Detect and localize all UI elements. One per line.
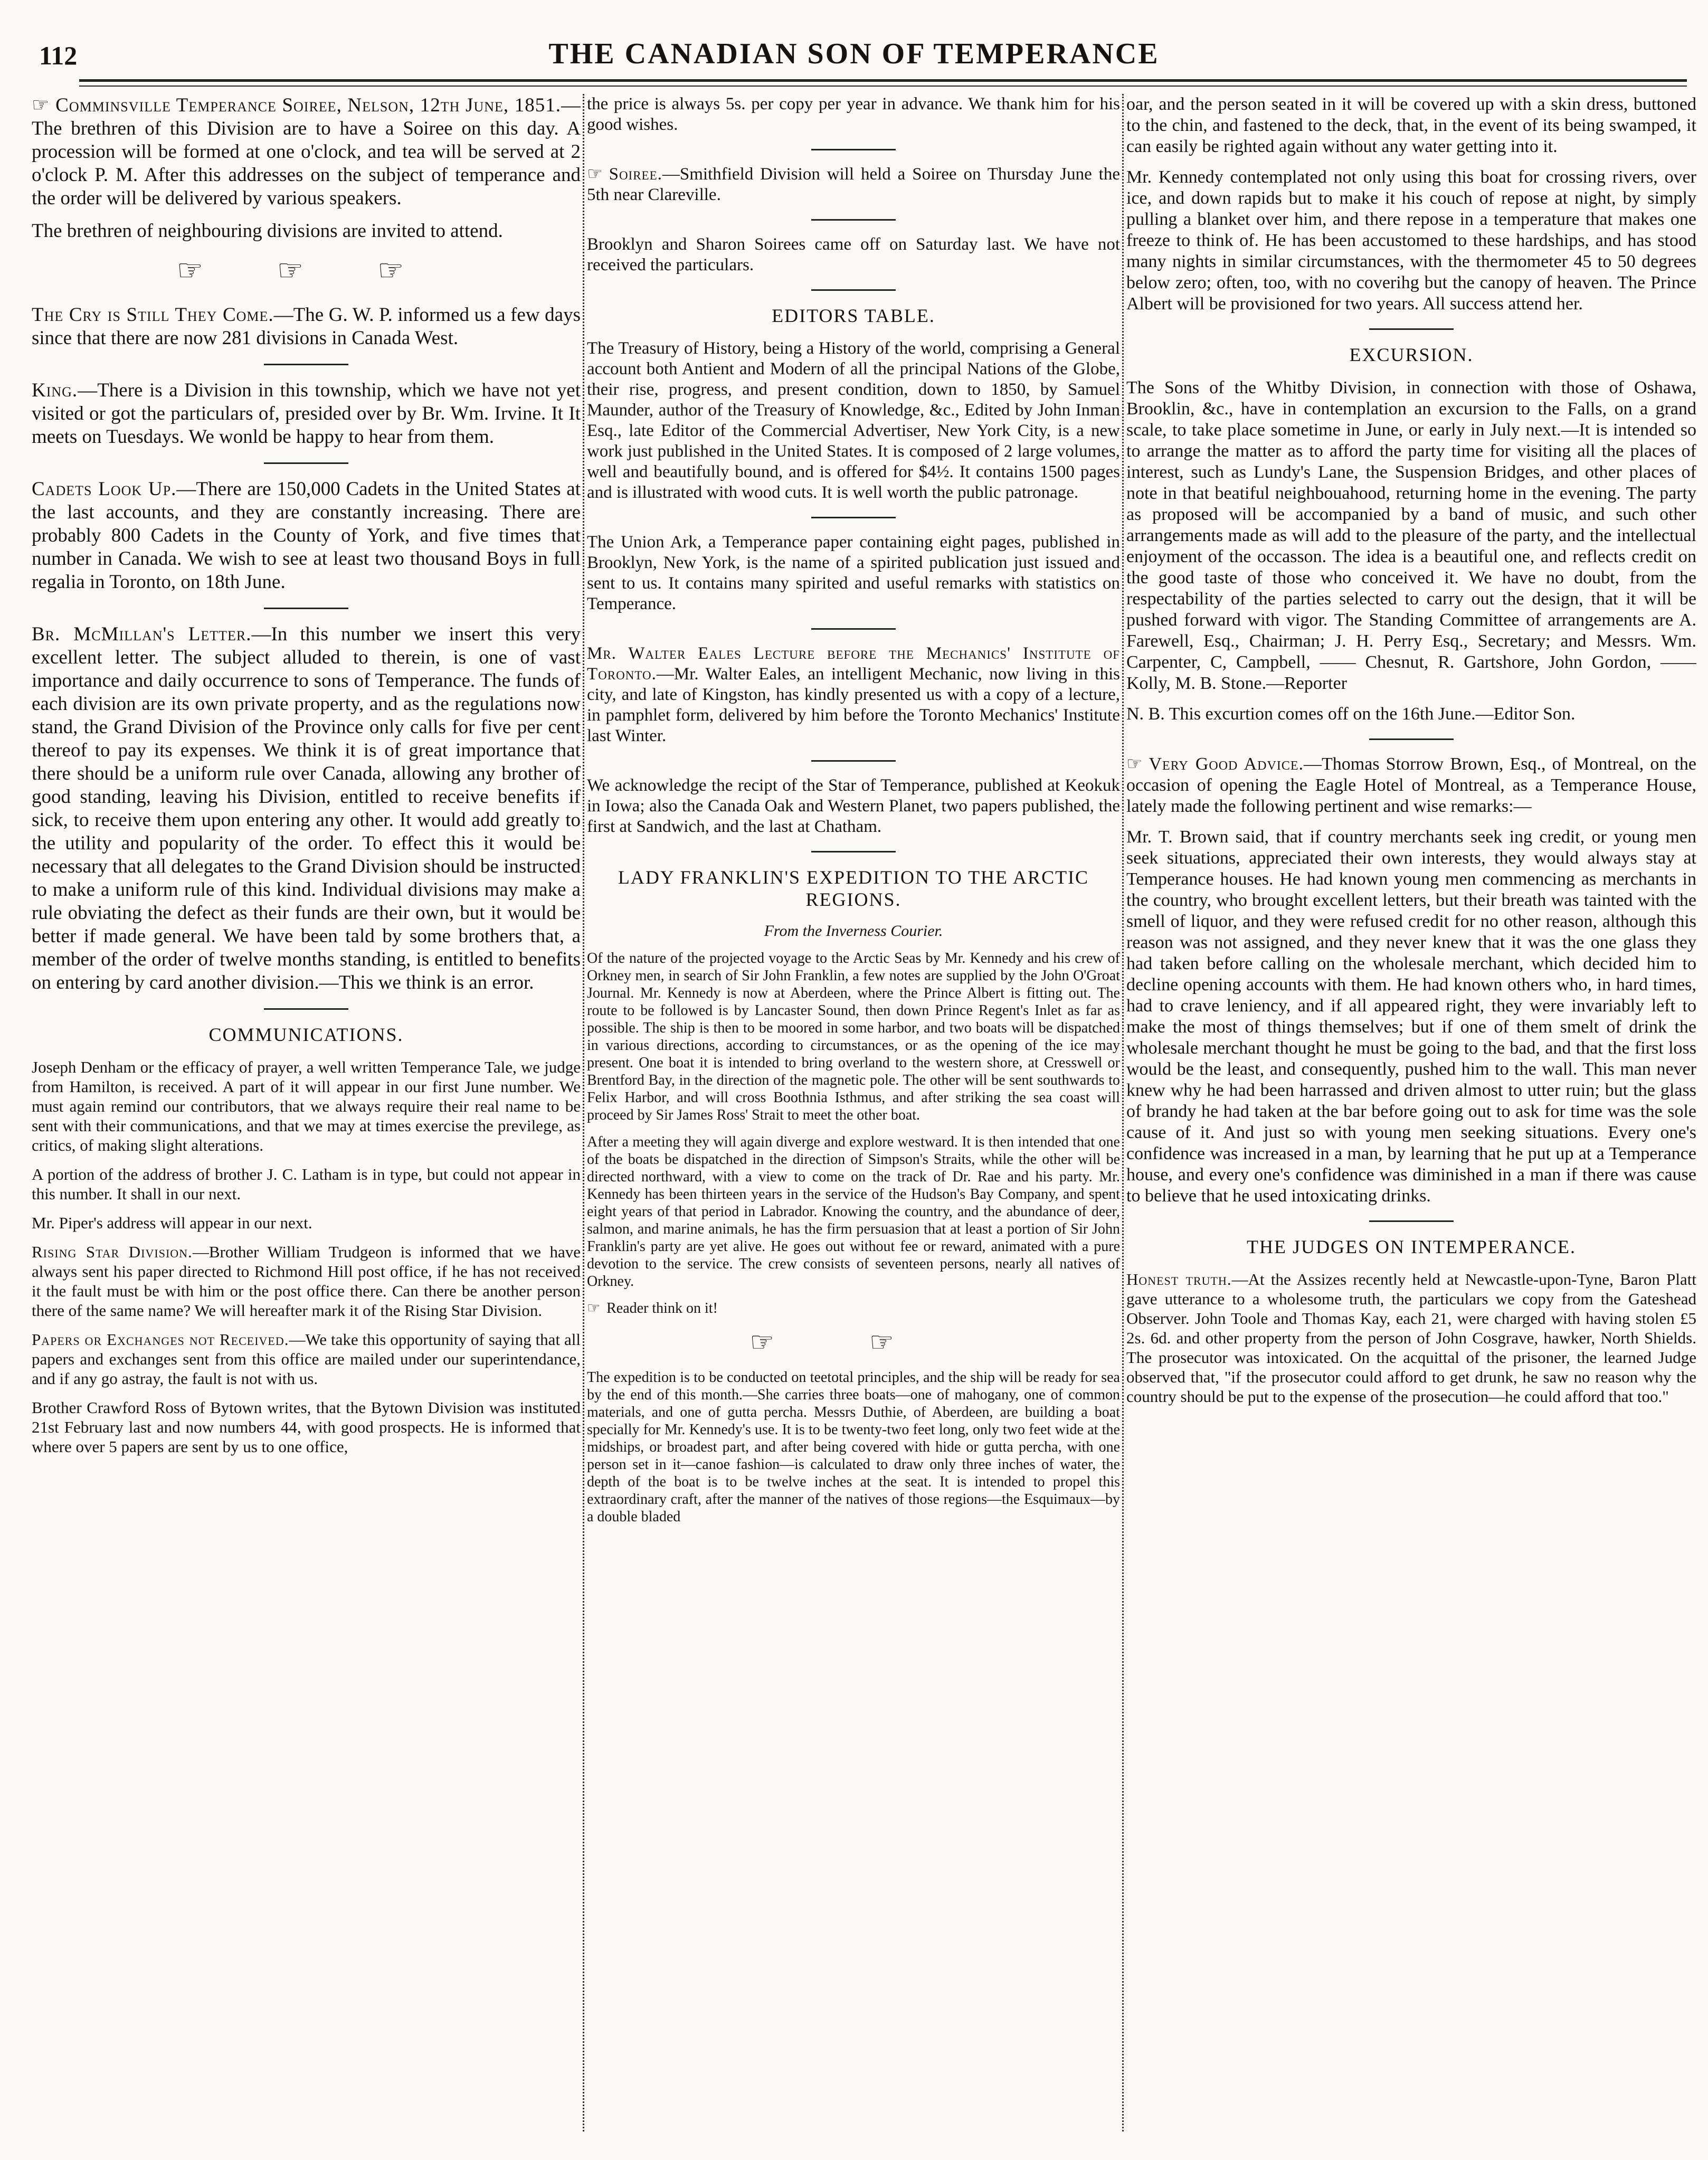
separator — [811, 149, 896, 150]
separator — [1369, 328, 1454, 330]
article-price: the price is always 5s. per copy per year in advance. We thank him for his good wishes. — [587, 94, 1120, 134]
communication-papers: Papers or Exchanges not Received.—We take this opportunity of saying that all papers and exchanges sent from this office are mailed under our superintendance, and if any go astray, the fault is not with us. — [32, 1330, 581, 1388]
franklin-para-1: Of the nature of the projected voyage to the Arctic Seas by Mr. Kennedy and his crew of Orkney men, in search of Sir John Franklin, a few notes are supplied by the John O'Groat Journal. Mr. Kennedy is now at Aberdeen, where the Prince Albert is fitting out. The route to be followed is by Lancaster Sound, then down Prince Regent's Inlet as far as possible. The ship is then to be moored in some harbor, and two boats will be dispatched in various directions, according to circumstances, or as the opening of the ice may present. One boat it is intended to bring overland to the western shore, at Cresswell or Brentford Bay, in the direction of the magnetic pole. The other will be sent southwards to Felix Harbor, and will cross Boothnia Isthmus, and after striking the sea coast will proceed by Sir James Ross' Strait to meet the other boat. — [587, 950, 1120, 1123]
franklin-continued-2: Mr. Kennedy contemplated not only using this boat for crossing rivers, over ice, and down rapids but to make it his couch of repose at night, by simply pulling a blanket over him, and there repose in a temperature that makes one freeze to think of. He has been accustomed to these hardships, and has stood many nights in similar circumstances, with the thermometer 45 to 50 degrees below zero; often, too, with no coverihg but the canopy of heaven. The Prince Albert will be provisioned for two years. All success attend her. — [1126, 167, 1696, 314]
excursion-note: N. B. This excurtion comes off on the 16th June.—Editor Son. — [1126, 704, 1576, 724]
heading-communications: COMMUNICATIONS. — [208, 1024, 404, 1045]
separator — [264, 1008, 348, 1010]
advice-brown-remarks: Mr. T. Brown said, that if country merchants seek ing credit, or young men seek situations, appreciated their own interests, they would always stay at Temperance houses. He had known young men commencing as merchants in the country, who brought excellent letters, but their breath was tainted with the smell of liquor, and they were refused credit for no other reason, although this reason was not assigned, and they never knew that it was the one glass they had taken before calling on the wholesale merchant, which decided him to decline opening accounts with them. He had known others who, in hard times, had to crave leniency, and if all appeared right, they were invariably left to make the most of things themselves; but if one of them smelt of drink the wholesale merchant thought he must be going to the bad, and that the first loss would be the least, and consequently, pushed him to the wall. This man never knew why he had been harrassed and driven almost to utter ruin; but the glass of brandy he had taken at the bar before going out to ask for time was the sole cause of it. And just so with young men seeking situations. Every one's confidence was increased in a man, by learning that he put up at a Temperance house, and every one's confidence was diminished in a man if there was cause to believe that he used intoxicating drinks. — [1126, 827, 1696, 1206]
column-divider-2 — [1122, 94, 1124, 2131]
pointing-hand-icon: ☞ — [587, 1300, 601, 1316]
running-title: THE CANADIAN SON OF TEMPERANCE — [548, 37, 1160, 70]
article-cry-still-come: The Cry is Still They Come.—The G. W. P. informed us a few days since that there are now 281 divisions in Canada West. — [32, 304, 581, 349]
communication-crawford: Brother Crawford Ross of Bytown writes, that the Bytown Division was instituted 21st February last and now numbers 44, with good prospects. He is informed that where over 5 papers are sent by us to one office, — [32, 1398, 581, 1456]
separator — [811, 517, 896, 518]
separator — [811, 219, 896, 221]
separator — [811, 289, 896, 291]
header-rule — [79, 79, 1687, 82]
article-honest-truth: Honest truth.—At the Assizes recently held at Newcastle-upon-Tyne, Baron Platt gave utterance to a wholesome truth, the particulars we copy from the Gateshead Observer. John Toole and Thomas Kay, each 21, were charged with having stolen £5 2s. 6d. and other property from the person of John Cosgrave, hawker, North Shields. The prosecutor was intoxicated. On the acquittal of the prisoner, the learned Judge observed that, "if the prosecutor could afford to get drunk, he saw no reason why the country should be put to the expense of the prosecution—he could afford that too." — [1126, 1270, 1696, 1406]
communication-piper: Mr. Piper's address will appear in our next. — [32, 1214, 312, 1232]
franklin-source: From the Inverness Courier. — [764, 922, 943, 940]
column-2 — [587, 94, 1120, 2137]
column-1 — [32, 94, 581, 2137]
franklin-reader-note: ☞ Reader think on it! — [587, 1300, 718, 1316]
editors-star-temperance: We acknowledge the recipt of the Star of Temperance, published at Keokuk in Iowa; also the Canada Oak and Western Planet, two papers published, the first at Sandwich, and the last at Chatham. — [587, 776, 1120, 836]
separator — [1369, 738, 1454, 740]
communication-denham: Joseph Denham or the efficacy of prayer, a well written Temperance Tale, we judge from Hamilton, is received. A part of it will appear in our first June number. We must again remind our contributors, that we always require their real name to be sent with their communications, and that we may at times exercise the previlege, as critics, of making slight alterations. — [32, 1058, 581, 1154]
article-king: King.—There is a Division in this township, which we have not yet visited or got the particulars of, presided over by Br. Wm. Irvine. It It meets on Tuesdays. We wonld be happy to hear from them. — [32, 380, 581, 448]
separator — [264, 462, 348, 464]
ornament-hands: ☞☞☞ — [176, 254, 478, 287]
heading-judges-intemperance: THE JUDGES ON INTEMPERANCE. — [1247, 1236, 1576, 1257]
article-comminsville-invite: The brethren of neighbouring divisions are invited to attend. — [32, 220, 503, 242]
excursion-body: The Sons of the Whitby Division, in connection with those of Oshawa, Brooklin, &c., have in contemplation an excursion to the Falls, on a grand scale, to take place sometime in June, or early in July next.—It is intended so to arrange the matter as to afford the party time for visiting all the places of interest, such as Lundy's Lane, the Suspension Bridges, and other places of note in that beatiful neighbouahood, returning home in the evening. The party as proposed will be accompanied by a band of music, and such other arrangements made as will add to the pleasure of the party, and the intellectual enjoyment of the occasson. The idea is a beautiful one, and reflects credit on the good taste of those who conceived it. We have no doubt, from the respectability of the parties selected to carry out the design, that it will be pushed forward with vigor. The Standing Committee of arrangements are A. Farewell, Esq., Chairman; J. H. Perry Esq., Secretary; and Messrs. Wm. Carpenter, C, Campbell, —— Chesnut, R. Gartshore, John Gordon, —— Kolly, M. B. Stone.—Reporter — [1126, 378, 1696, 693]
article-good-advice: ☞ Very Good Advice.—Thomas Storrow Brown, Esq., of Montreal, on the occasion of opening the Eagle Hotel of Montreal, as a Temperance House, lately made the following pertinent and wise remarks:— — [1126, 754, 1696, 816]
article-comminsville: ☞ Comminsville Temperance Soiree, Nelson, 12th June, 1851.—The brethren of this Division are to have a Soiree on this day. A procession will be formed at one o'clock, and tea will be served at 2 o'clock P. M. After this addresses on the subject of temperance and the order will be delivered by various speakers. — [32, 94, 581, 209]
column-divider-1 — [583, 94, 584, 2131]
pointing-hand-icon: ☞ — [1126, 754, 1143, 774]
ornament-hands: ☞☞ — [749, 1328, 989, 1358]
pointing-hand-icon: ☞ — [587, 165, 603, 184]
article-mcmillan-letter: Br. McMillan's Letter.—In this number we insert this very excellent letter. The subject alluded to therein, is one of vast importance and daily occurrence to sons of Temperance. The funds of each division are its own private property, and as the regulations now stand, the Grand Division of the Province only calls for five per cent thereof to pay its expenses. We think it is of great importance that there should be a uniform rule over Canada, allowing any brother of good standing, leaving his Division, entitled to receive benefits if sick, to receive them upon entering any other. It would add greatly to the utility and popularity of the order. To effect this it would be necessary that all delegates to the Grand Division should be instructed to make a uniform rule of this kind. Individual divisions may make a rule obviating the defect as their funds are their own, but it would be better if made general. We have been tald by some brothers that, a member of the order of twelve months standing, is entitled to benefits on entering by card another division.—This we think is an error. — [32, 623, 581, 993]
franklin-para-2: After a meeting they will again diverge and explore westward. It is then intended that one of the boats be dispatched in the direction of Simpson's Straits, while the other will be directed northward, with a view to come on the track of Dr. Rae and his party. Mr. Kennedy has been thirteen years in the service of the Hudson's Bay Company, and spent eight years of that period in Labrador. Knowing the country, and the abundance of deer, salmon, and marine animals, he has the firm persuasion that at least a portion of Sir John Franklin's party are yet alive. He goes out without fee or reward, animated with a pure devotion to the service. The crew consists of seventeen persons, nearly all natives of Orkney. — [587, 1134, 1120, 1290]
separator — [1369, 1220, 1454, 1222]
separator — [264, 608, 348, 609]
franklin-continued-1: oar, and the person seated in it will be covered up with a skin dress, buttoned to the chin, and fastened to the deck, that, in the event of its being swamped, it can easily be righted again without any water getting into it. — [1126, 94, 1696, 156]
franklin-para-3: The expedition is to be conducted on teetotal principles, and the ship will be ready for sea by the end of this month.—She carries three boats—one of mahogany, one of common materials, and one of gutta percha. Messrs Duthie, of Aberdeen, are building a boat specially for Mr. Kennedy's use. It is to be twenty-two feet long, only two feet wide at the midships, or broadest part, and after being covered with hide or gutta percha, with one person set in it—canoe fashion—is calculated to draw only three inches of water, the depth of the boat is to be twelve inches at the seat. It is intended to propel this extraordinary craft, after the manner of the natives of those regions—the Esquimaux—by a double bladed — [587, 1369, 1120, 1525]
heading-excursion: EXCURSION. — [1349, 344, 1474, 365]
article-brooklyn-sharon: Brooklyn and Sharon Soirees came off on Saturday last. We have not received the particulars. — [587, 235, 1120, 274]
editors-union-ark: The Union Ark, a Temperance paper containing eight pages, published in Brooklyn, New York, is the name of a spirited publication just issued and sent to us. It contains many spirited and useful remarks with statistics on Temperance. — [587, 533, 1120, 613]
column-3 — [1126, 94, 1696, 2137]
separator — [811, 851, 896, 852]
article-smithfield-soiree: ☞ Soiree.—Smithfield Division will held a Soiree on Thursday June the 5th near Clareville. — [587, 165, 1120, 204]
communication-latham: A portion of the address of brother J. C. Latham is in type, but could not appear in this number. It shall in our next. — [32, 1165, 581, 1203]
heading-editors-table: EDITORS TABLE. — [772, 305, 935, 326]
page-number: 112 — [39, 41, 78, 70]
article-cadets: Cadets Look Up.—There are 150,000 Cadets in the United States at the last accounts, and they are constantly increasing. There are probably 800 Cadets in the County of York, and five times that number in Canada. We wish to see at least two thousand Boys in full regalia in Toronto, on 18th June. — [32, 478, 581, 593]
editors-eales-lecture: Mr. Walter Eales Lecture before the Mechanics' Institute of Toronto.—Mr. Walter Eales, an intelligent Mechanic, now living in this city, and late of Kingston, has kindly presented us with a copy of a lecture, in pamphlet form, delivered by him before the Toronto Mechanics' Institute last Winter. — [587, 644, 1120, 745]
pointing-hand-icon: ☞ — [32, 94, 50, 116]
heading-franklin-expedition: LADY FRANKLIN'S EXPEDITION TO THE ARCTIC REGIONS. — [618, 867, 1089, 910]
separator — [811, 628, 896, 630]
separator — [264, 364, 348, 365]
editors-treasury-history: The Treasury of History, being a History of the world, comprising a General account both Antient and Modern of all the principal Nations of the Globe, their rise, progress, and present condition, down to 1850, by Samuel Maunder, author of the Treasury of Knowledge, &c., Edited by John Inman Esq., late Editor of the Commercial Advertiser, New York City, is a new work just published in the United States. It is composed of 2 large volumes, well and beautifully bound, and is offered for $4½. It contains 1500 pages and is illustrated with wood cuts. It is well worth the public patronage. — [587, 339, 1120, 502]
header-rule-thin — [79, 86, 1687, 87]
communication-rising-star: Rising Star Division.—Brother William Trudgeon is informed that we have always sent his paper directed to Richmond Hill post office, if he has not received it the fault must be with him or the post office there. Can there be another person there of the same name? We will hereafter mark it of the Rising Star Division. — [32, 1243, 581, 1320]
separator — [811, 760, 896, 762]
